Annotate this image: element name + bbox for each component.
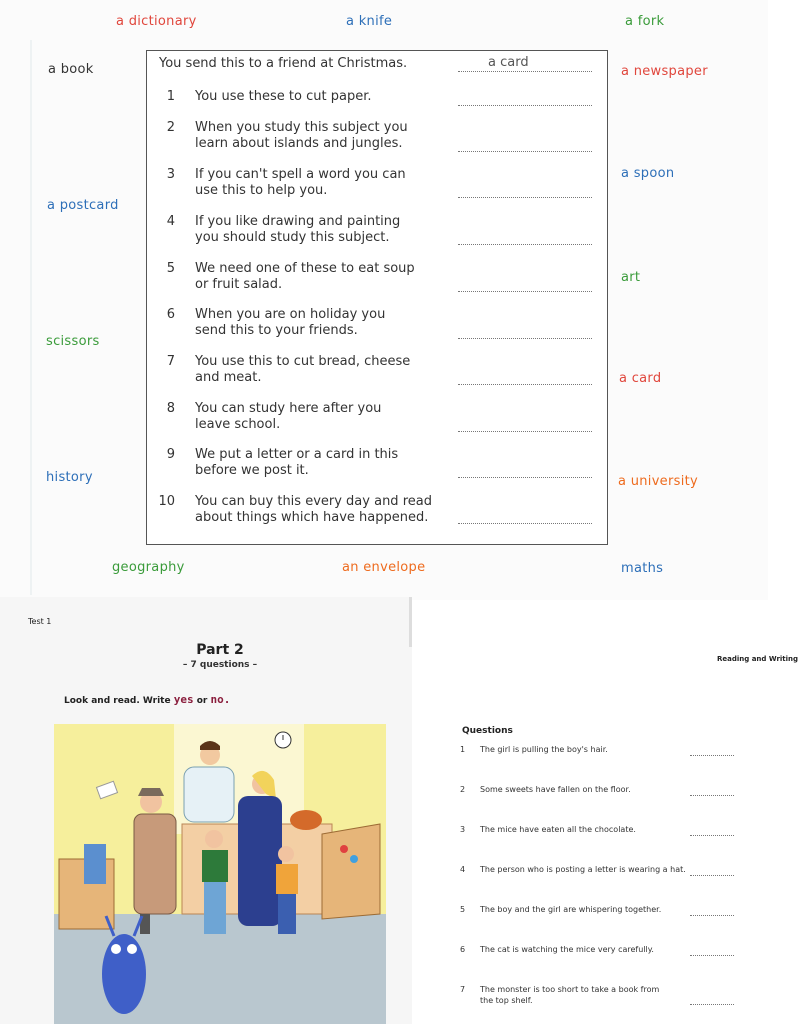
sweets: [350, 855, 358, 863]
page-gap: [409, 597, 412, 647]
answer-line-6[interactable]: [458, 338, 592, 339]
example-answer: a card: [488, 55, 529, 70]
girl-legs: [278, 894, 296, 934]
answer-line-1[interactable]: [458, 105, 592, 106]
answer-line-8[interactable]: [458, 431, 592, 432]
word-spoon: a spoon: [621, 166, 675, 181]
boy-jeans: [204, 882, 226, 934]
part-title: Part 2: [196, 642, 244, 658]
monster-eye: [111, 944, 121, 954]
answer-line-10[interactable]: [458, 523, 592, 524]
yn-question-5: 5 The boy and the girl are whispering together.: [460, 905, 662, 914]
yn-question-7: 7 The monster is too short to take a book from the top shelf.: [460, 985, 660, 1005]
word-newspaper: a newspaper: [621, 64, 708, 79]
word-postcard: a postcard: [47, 198, 119, 213]
questions-label: Questions: [462, 726, 513, 736]
answer-line-4[interactable]: [458, 244, 592, 245]
sweets: [340, 845, 348, 853]
boy-shirt: [202, 850, 228, 882]
yn-question-2: 2 Some sweets have fallen on the floor.: [460, 785, 631, 794]
answer-line-5[interactable]: [458, 291, 592, 292]
woman-dress: [238, 796, 282, 926]
cat: [290, 810, 322, 830]
yn-question-6: 6 The cat is watching the mice very carefully.: [460, 945, 654, 954]
example-question: You send this to a friend at Christmas.: [159, 56, 408, 71]
yn-answer-line-6[interactable]: [690, 955, 734, 956]
no-word: no.: [210, 693, 231, 706]
word-book: a book: [48, 62, 94, 77]
yn-question-4: 4 The person who is posting a letter is wearing a hat.: [460, 865, 686, 874]
part-subtitle: – 7 questions –: [182, 660, 258, 670]
yn-question-1: 1 The girl is pulling the boy's hair.: [460, 745, 608, 754]
old-man-hat: [138, 788, 164, 796]
word-art: art: [621, 270, 641, 285]
monster: [102, 934, 146, 1014]
monster-eye: [127, 944, 137, 954]
word-fork: a fork: [625, 14, 665, 29]
word-geography: geography: [112, 560, 185, 575]
yes-word: yes: [173, 693, 194, 706]
instruction: Look and read. Write yes or no.: [64, 693, 231, 706]
worksheet-bottom-right-page: [412, 645, 798, 1024]
yn-answer-line-4[interactable]: [690, 875, 734, 876]
section-header: Reading and Writing: [717, 655, 798, 663]
yn-question-3: 3 The mice have eaten all the chocolate.: [460, 825, 636, 834]
word-history: history: [46, 470, 93, 485]
girl-top: [276, 864, 298, 894]
word-knife: a knife: [346, 14, 393, 29]
test-label: Test 1: [28, 617, 52, 626]
part-heading: [140, 642, 300, 670]
worksheet-bottom-left-page: [0, 597, 412, 1024]
shopkeeper-body: [184, 767, 234, 822]
shop-illustration: [54, 724, 386, 1024]
questions-box: You send this to a friend at Christmas. a card 1 You use these to cut paper. 2 When you study this subject you learn about islands and jungles. 3 If you can't spell a word you can use this to help you. 4 If you like drawing and painting you should study this subject. 5 We need one of these to eat soup or fruit salad. 6 When you are on holiday you send this to your friends. 7 You use this to cut bread, cheese and meat. 8 You can study here after you leave school. 9 We put a letter or a card in this before we post it. 10 You can buy this every day and read about things which have happened.: [146, 50, 608, 545]
answer-line-9[interactable]: [458, 477, 592, 478]
girl-head: [278, 846, 294, 862]
word-scissors: scissors: [46, 334, 100, 349]
word-dictionary: a dictionary: [116, 14, 197, 29]
sweet-display: [322, 824, 380, 919]
page-edge: [30, 40, 32, 595]
word-maths: maths: [621, 561, 664, 576]
books: [84, 844, 106, 884]
old-man-coat: [134, 814, 176, 914]
boy-head: [205, 830, 223, 848]
yn-answer-line-2[interactable]: [690, 795, 734, 796]
example-answer-line: [458, 71, 592, 72]
answer-line-7[interactable]: [458, 384, 592, 385]
answer-line-3[interactable]: [458, 197, 592, 198]
word-envelope: an envelope: [342, 560, 426, 575]
yn-answer-line-7[interactable]: [690, 1004, 734, 1005]
yn-answer-line-3[interactable]: [690, 835, 734, 836]
word-university: a university: [618, 474, 699, 489]
answer-line-2[interactable]: [458, 151, 592, 152]
word-card: a card: [619, 371, 662, 386]
yn-answer-line-1[interactable]: [690, 755, 734, 756]
yn-answer-line-5[interactable]: [690, 915, 734, 916]
